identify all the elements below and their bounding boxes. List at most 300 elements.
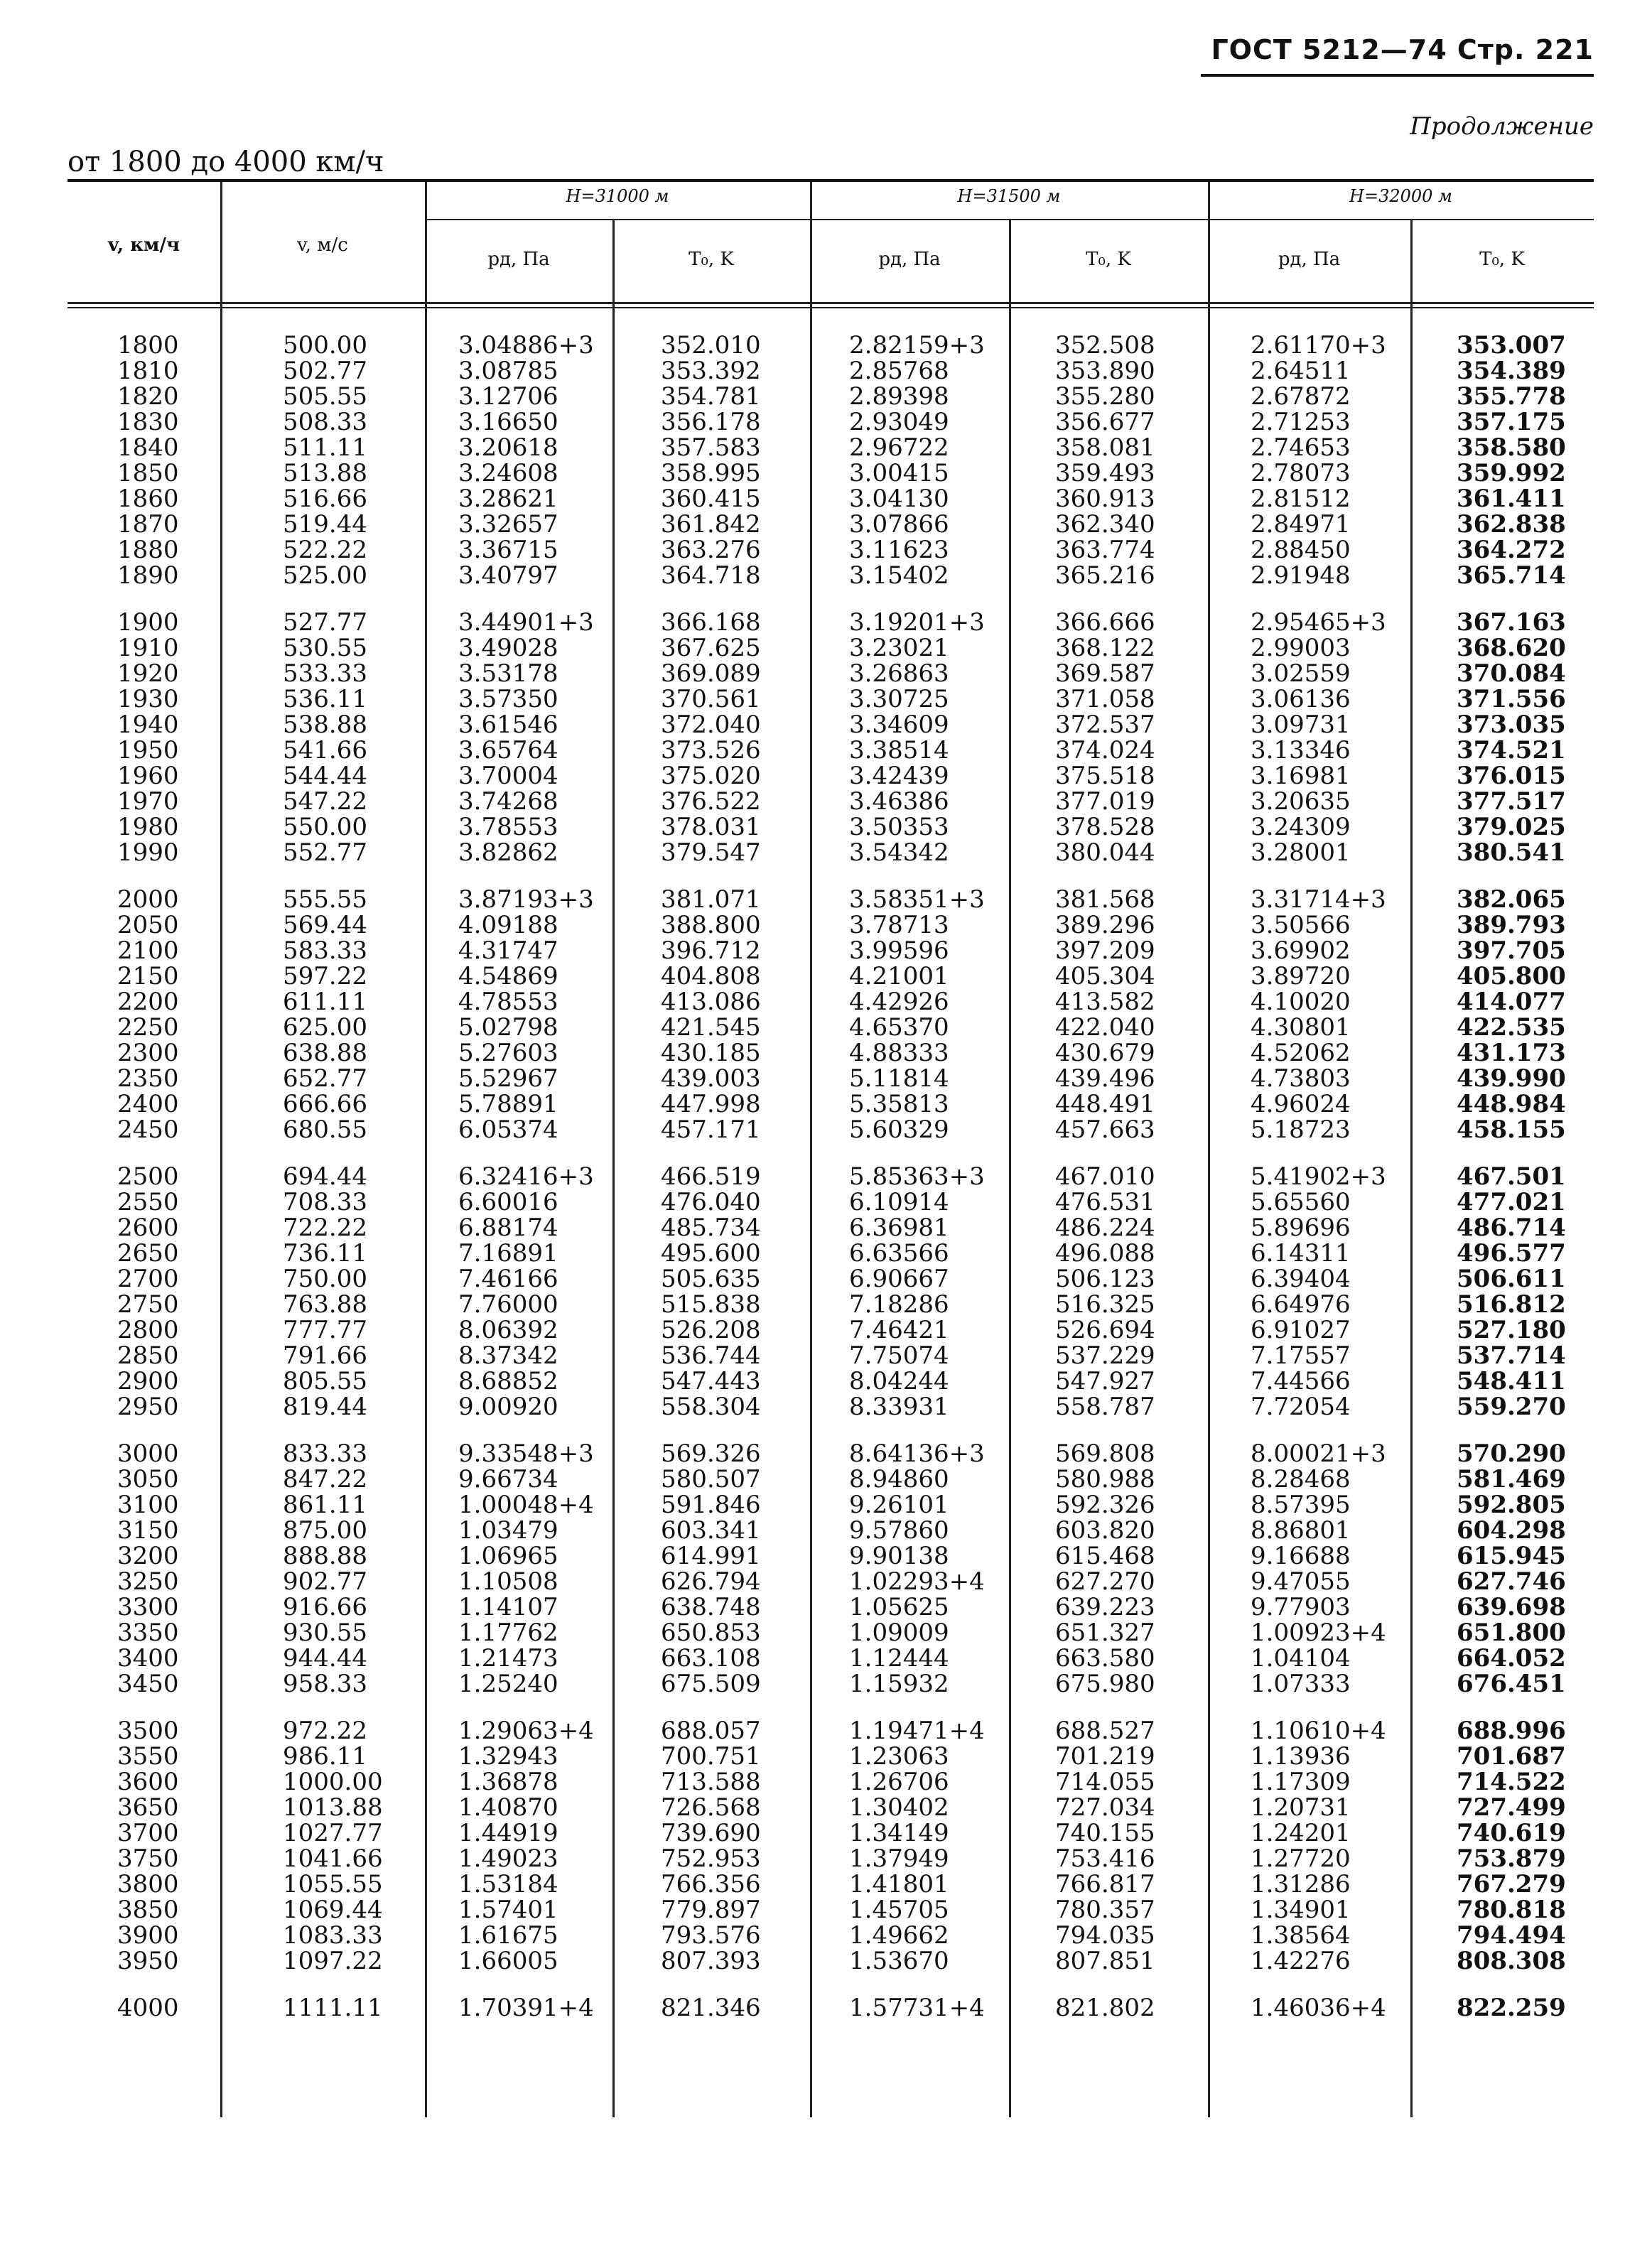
table-cell: 544.44 <box>283 762 367 790</box>
table-cell: 2.67872 <box>1251 382 1351 411</box>
table-cell: 664.052 <box>1457 1644 1566 1673</box>
table-cell: 2.99003 <box>1251 634 1351 662</box>
column-divider <box>810 182 812 2117</box>
table-cell: 1950 <box>117 736 179 765</box>
table-cell: 530.55 <box>283 634 367 662</box>
table-cell: 516.812 <box>1457 1290 1566 1319</box>
table-cell: 791.66 <box>283 1341 367 1370</box>
table-cell: 4.52062 <box>1251 1039 1351 1067</box>
table-cell: 1.17762 <box>458 1619 558 1647</box>
table-cell: 1.15932 <box>849 1670 949 1698</box>
table-cell: 448.984 <box>1457 1090 1566 1118</box>
table-cell: 821.346 <box>661 1994 761 2022</box>
column-header: v, м/с <box>297 234 348 256</box>
table-cell: 353.392 <box>661 357 761 385</box>
table-cell: 726.568 <box>661 1793 761 1822</box>
column-divider <box>1410 220 1413 2117</box>
column-divider <box>425 182 427 2117</box>
table-cell: 1.38564 <box>1251 1921 1351 1950</box>
table-cell: 8.86801 <box>1251 1516 1351 1545</box>
table-cell: 369.587 <box>1055 659 1155 688</box>
table-cell: 986.11 <box>283 1742 367 1771</box>
table-cell: 6.39404 <box>1251 1265 1351 1293</box>
table-cell: 569.808 <box>1055 1439 1155 1468</box>
table-cell: 833.33 <box>283 1439 367 1468</box>
table-cell: 3600 <box>117 1768 179 1796</box>
altitude-group-header: H=31000 м <box>566 186 669 206</box>
table-cell: 5.02798 <box>458 1013 558 1042</box>
table-cell: 930.55 <box>283 1619 367 1647</box>
table-cell: 2800 <box>117 1316 179 1344</box>
table-cell: 506.611 <box>1457 1265 1566 1293</box>
table-cell: 6.91027 <box>1251 1316 1351 1344</box>
table-cell: 376.015 <box>1457 762 1566 790</box>
table-cell: 3250 <box>117 1567 179 1596</box>
table-cell: 780.818 <box>1457 1896 1566 1924</box>
table-cell: 486.714 <box>1457 1214 1566 1242</box>
table-cell: 404.808 <box>661 962 761 990</box>
table-cell: 364.272 <box>1457 536 1566 564</box>
table-cell: 7.16891 <box>458 1239 558 1268</box>
table-cell: 3400 <box>117 1644 179 1673</box>
table-cell: 485.734 <box>661 1214 761 1242</box>
column-divider <box>1208 182 1210 2117</box>
table-cell: 413.582 <box>1055 988 1155 1016</box>
table-cell: 5.85363+3 <box>849 1162 985 1191</box>
table-cell: 3.34609 <box>849 711 949 739</box>
table-cell: 2000 <box>117 885 179 914</box>
table-cell: 367.163 <box>1457 608 1566 637</box>
table-cell: 4.31747 <box>458 936 558 965</box>
table-cell: 3350 <box>117 1619 179 1647</box>
table-cell: 1041.66 <box>283 1844 383 1873</box>
table-cell: 1.26706 <box>849 1768 949 1796</box>
table-cell: 1900 <box>117 608 179 637</box>
table-cell: 5.18723 <box>1251 1116 1351 1144</box>
table-cell: 389.793 <box>1457 911 1566 939</box>
table-cell: 2.91948 <box>1251 561 1351 590</box>
table-cell: 4000 <box>117 1994 179 2022</box>
table-cell: 1960 <box>117 762 179 790</box>
table-cell: 382.065 <box>1457 885 1566 914</box>
table-cell: 552.77 <box>283 838 367 867</box>
table-cell: 3.15402 <box>849 561 949 590</box>
table-cell: 6.14311 <box>1251 1239 1351 1268</box>
table-cell: 1.05625 <box>849 1593 949 1621</box>
table-cell: 3.44901+3 <box>458 608 594 637</box>
table-cell: 753.416 <box>1055 1844 1155 1873</box>
table-cell: 4.30801 <box>1251 1013 1351 1042</box>
table-cell: 688.527 <box>1055 1717 1155 1745</box>
table-cell: 550.00 <box>283 813 367 841</box>
table-cell: 1.03479 <box>458 1516 558 1545</box>
table-cell: 359.493 <box>1055 459 1155 487</box>
table-cell: 615.945 <box>1457 1542 1566 1570</box>
table-cell: 536.744 <box>661 1341 761 1370</box>
table-cell: 477.021 <box>1457 1188 1566 1216</box>
table-cell: 527.77 <box>283 608 367 637</box>
table-cell: 389.296 <box>1055 911 1155 939</box>
table-cell: 793.576 <box>661 1921 761 1950</box>
table-cell: 352.508 <box>1055 331 1155 360</box>
table-cell: 1.49023 <box>458 1844 558 1873</box>
table-cell: 1083.33 <box>283 1921 383 1950</box>
table-cell: 541.66 <box>283 736 367 765</box>
table-cell: 537.714 <box>1457 1341 1566 1370</box>
table-cell: 3.87193+3 <box>458 885 594 914</box>
table-cell: 2050 <box>117 911 179 939</box>
table-cell: 3.70004 <box>458 762 558 790</box>
table-cell: 7.44566 <box>1251 1367 1351 1395</box>
table-cell: 2.71253 <box>1251 408 1351 436</box>
table-cell: 3.30725 <box>849 685 949 713</box>
table-cell: 356.178 <box>661 408 761 436</box>
table-cell: 547.22 <box>283 787 367 816</box>
table-cell: 807.393 <box>661 1947 761 1975</box>
table-cell: 1.53184 <box>458 1870 558 1898</box>
table-cell: 1.04104 <box>1251 1644 1351 1673</box>
table-cell: 3.53178 <box>458 659 558 688</box>
table-cell: 366.666 <box>1055 608 1155 637</box>
column-divider <box>1009 220 1011 2117</box>
table-cell: 750.00 <box>283 1265 367 1293</box>
table-cell: 611.11 <box>283 988 367 1016</box>
table-cell: 1.20731 <box>1251 1793 1351 1822</box>
table-cell: 626.794 <box>661 1567 761 1596</box>
table-cell: 8.94860 <box>849 1465 949 1493</box>
table-cell: 822.259 <box>1457 1994 1566 2022</box>
table-cell: 2.78073 <box>1251 459 1351 487</box>
table-cell: 8.06392 <box>458 1316 558 1344</box>
table-cell: 5.27603 <box>458 1039 558 1067</box>
column-divider <box>220 182 222 2117</box>
table-cell: 3850 <box>117 1896 179 1924</box>
table-cell: 373.035 <box>1457 711 1566 739</box>
table-cell: 675.980 <box>1055 1670 1155 1698</box>
table-cell: 356.677 <box>1055 408 1155 436</box>
table-cell: 753.879 <box>1457 1844 1566 1873</box>
table-cell: 1860 <box>117 485 179 513</box>
table-cell: 3.58351+3 <box>849 885 985 914</box>
table-cell: 1.66005 <box>458 1947 558 1975</box>
table-cell: 5.89696 <box>1251 1214 1351 1242</box>
table-cell: 3.12706 <box>458 382 558 411</box>
table-cell: 1940 <box>117 711 179 739</box>
table-cell: 1.45705 <box>849 1896 949 1924</box>
table-cell: 536.11 <box>283 685 367 713</box>
table-cell: 6.05374 <box>458 1116 558 1144</box>
table-cell: 467.501 <box>1457 1162 1566 1191</box>
table-cell: 3.16650 <box>458 408 558 436</box>
table-cell: 1890 <box>117 561 179 590</box>
table-cell: 777.77 <box>283 1316 367 1344</box>
table-cell: 1.32943 <box>458 1742 558 1771</box>
table-cell: 708.33 <box>283 1188 367 1216</box>
table-cell: 581.469 <box>1457 1465 1566 1493</box>
table-cell: 722.22 <box>283 1214 367 1242</box>
table-cell: 396.712 <box>661 936 761 965</box>
table-cell: 372.040 <box>661 711 761 739</box>
table-cell: 2.96722 <box>849 433 949 462</box>
table-cell: 6.88174 <box>458 1214 558 1242</box>
table-cell: 7.76000 <box>458 1290 558 1319</box>
table-cell: 680.55 <box>283 1116 367 1144</box>
table-cell: 4.65370 <box>849 1013 949 1042</box>
table-cell: 3.00415 <box>849 459 949 487</box>
table-cell: 355.778 <box>1457 382 1566 411</box>
table-cell: 2.64511 <box>1251 357 1351 385</box>
table-cell: 1930 <box>117 685 179 713</box>
table-cell: 3.82862 <box>458 838 558 867</box>
table-cell: 4.78553 <box>458 988 558 1016</box>
table-cell: 3.42439 <box>849 762 949 790</box>
table-cell: 1.06965 <box>458 1542 558 1570</box>
column-header: pд, Па <box>1278 249 1341 270</box>
table-cell: 496.088 <box>1055 1239 1155 1268</box>
table-cell: 3.04130 <box>849 485 949 513</box>
table-cell: 3.02559 <box>1251 659 1351 688</box>
table-cell: 495.600 <box>661 1239 761 1268</box>
table-cell: 353.007 <box>1457 331 1566 360</box>
table-cell: 6.10914 <box>849 1188 949 1216</box>
column-header-rule <box>68 302 1594 304</box>
column-header: pд, Па <box>878 249 941 270</box>
table-cell: 5.78891 <box>458 1090 558 1118</box>
table-cell: 4.21001 <box>849 962 949 990</box>
table-cell: 1800 <box>117 331 179 360</box>
table-cell: 916.66 <box>283 1593 367 1621</box>
table-cell: 583.33 <box>283 936 367 965</box>
table-cell: 1.46036+4 <box>1251 1994 1386 2022</box>
table-cell: 2.81512 <box>1251 485 1351 513</box>
table-cell: 597.22 <box>283 962 367 990</box>
table-cell: 525.00 <box>283 561 367 590</box>
table-cell: 701.687 <box>1457 1742 1566 1771</box>
table-cell: 1910 <box>117 634 179 662</box>
table-cell: 7.46166 <box>458 1265 558 1293</box>
table-cell: 9.47055 <box>1251 1567 1351 1596</box>
table-cell: 1.70391+4 <box>458 1994 594 2022</box>
column-header: T₀, K <box>1086 249 1131 270</box>
table-cell: 458.155 <box>1457 1116 1566 1144</box>
table-cell: 1880 <box>117 536 179 564</box>
table-cell: 431.173 <box>1457 1039 1566 1067</box>
table-cell: 4.73803 <box>1251 1064 1351 1093</box>
table-cell: 467.010 <box>1055 1162 1155 1191</box>
table-cell: 476.531 <box>1055 1188 1155 1216</box>
table-cell: 505.55 <box>283 382 367 411</box>
table-cell: 766.356 <box>661 1870 761 1898</box>
table-cell: 527.180 <box>1457 1316 1566 1344</box>
table-cell: 5.65560 <box>1251 1188 1351 1216</box>
table-cell: 1.21473 <box>458 1644 558 1673</box>
table-cell: 368.620 <box>1457 634 1566 662</box>
table-cell: 3300 <box>117 1593 179 1621</box>
table-cell: 1.61675 <box>458 1921 558 1950</box>
table-cell: 688.996 <box>1457 1717 1566 1745</box>
table-cell: 794.494 <box>1457 1921 1566 1950</box>
table-cell: 9.66734 <box>458 1465 558 1493</box>
table-cell: 8.04244 <box>849 1367 949 1395</box>
table-cell: 3.11623 <box>849 536 949 564</box>
table-cell: 516.66 <box>283 485 367 513</box>
table-cell: 651.327 <box>1055 1619 1155 1647</box>
table-cell: 9.00920 <box>458 1393 558 1421</box>
table-cell: 821.802 <box>1055 1994 1155 2022</box>
table-cell: 3550 <box>117 1742 179 1771</box>
table-cell: 388.800 <box>661 911 761 939</box>
table-cell: 8.37342 <box>458 1341 558 1370</box>
table-cell: 1.41801 <box>849 1870 949 1898</box>
table-cell: 580.988 <box>1055 1465 1155 1493</box>
table-cell: 2650 <box>117 1239 179 1268</box>
table-cell: 397.705 <box>1457 936 1566 965</box>
table-cell: 8.64136+3 <box>849 1439 985 1468</box>
table-cell: 3.89720 <box>1251 962 1351 990</box>
table-cell: 2.74653 <box>1251 433 1351 462</box>
table-cell: 807.851 <box>1055 1947 1155 1975</box>
table-cell: 466.519 <box>661 1162 761 1191</box>
table-cell: 3.24608 <box>458 459 558 487</box>
table-cell: 805.55 <box>283 1367 367 1395</box>
table-cell: 522.22 <box>283 536 367 564</box>
table-cell: 1.10610+4 <box>1251 1717 1386 1745</box>
table-cell: 3.28001 <box>1251 838 1351 867</box>
table-cell: 355.280 <box>1055 382 1155 411</box>
table-cell: 1820 <box>117 382 179 411</box>
table-cell: 8.57395 <box>1251 1491 1351 1519</box>
page-header-title: ГОСТ 5212—74 Стр. 221 <box>1211 34 1594 65</box>
table-cell: 3.78713 <box>849 911 949 939</box>
table-cell: 3.24309 <box>1251 813 1351 841</box>
table-cell: 2.82159+3 <box>849 331 985 360</box>
table-cell: 352.010 <box>661 331 761 360</box>
table-cell: 1097.22 <box>283 1947 383 1975</box>
table-cell: 627.270 <box>1055 1567 1155 1596</box>
table-cell: 639.223 <box>1055 1593 1155 1621</box>
table-cell: 397.209 <box>1055 936 1155 965</box>
table-cell: 847.22 <box>283 1465 367 1493</box>
table-cell: 502.77 <box>283 357 367 385</box>
table-cell: 1.37949 <box>849 1844 949 1873</box>
table-cell: 2950 <box>117 1393 179 1421</box>
table-cell: 555.55 <box>283 885 367 914</box>
table-cell: 361.411 <box>1457 485 1566 513</box>
table-cell: 3.16981 <box>1251 762 1351 790</box>
table-cell: 375.020 <box>661 762 761 790</box>
table-cell: 421.545 <box>661 1013 761 1042</box>
table-cell: 8.00021+3 <box>1251 1439 1386 1468</box>
column-header: v, км/ч <box>108 234 180 256</box>
column-header-rule-2 <box>68 307 1594 308</box>
table-cell: 2600 <box>117 1214 179 1242</box>
table-cell: 2200 <box>117 988 179 1016</box>
column-header: pд, Па <box>487 249 550 270</box>
table-cell: 9.90138 <box>849 1542 949 1570</box>
table-cell: 3650 <box>117 1793 179 1822</box>
table-cell: 1.19471+4 <box>849 1717 985 1745</box>
table-cell: 364.718 <box>661 561 761 590</box>
table-cell: 500.00 <box>283 331 367 360</box>
table-cell: 9.77903 <box>1251 1593 1351 1621</box>
table-cell: 675.509 <box>661 1670 761 1698</box>
table-cell: 6.64976 <box>1251 1290 1351 1319</box>
table-cell: 362.838 <box>1457 510 1566 539</box>
table-cell: 1.10508 <box>458 1567 558 1596</box>
table-cell: 739.690 <box>661 1819 761 1847</box>
table-cell: 3.26863 <box>849 659 949 688</box>
table-cell: 1.17309 <box>1251 1768 1351 1796</box>
table-cell: 6.63566 <box>849 1239 949 1268</box>
table-cell: 1830 <box>117 408 179 436</box>
table-cell: 379.025 <box>1457 813 1566 841</box>
table-cell: 763.88 <box>283 1290 367 1319</box>
table-cell: 367.625 <box>661 634 761 662</box>
table-cell: 1000.00 <box>283 1768 383 1796</box>
table-cell: 592.326 <box>1055 1491 1155 1519</box>
table-cell: 2400 <box>117 1090 179 1118</box>
table-cell: 1.34901 <box>1251 1896 1351 1924</box>
table-cell: 377.019 <box>1055 787 1155 816</box>
table-cell: 808.308 <box>1457 1947 1566 1975</box>
table-cell: 5.35813 <box>849 1090 949 1118</box>
table-cell: 422.040 <box>1055 1013 1155 1042</box>
table-cell: 1055.55 <box>283 1870 383 1898</box>
table-cell: 663.580 <box>1055 1644 1155 1673</box>
table-cell: 357.175 <box>1457 408 1566 436</box>
table-top-rule <box>68 179 1594 182</box>
table-cell: 1.49662 <box>849 1921 949 1950</box>
table-cell: 1.44919 <box>458 1819 558 1847</box>
table-cell: 5.11814 <box>849 1064 949 1093</box>
table-cell: 513.88 <box>283 459 367 487</box>
table-cell: 3.36715 <box>458 536 558 564</box>
table-cell: 3.74268 <box>458 787 558 816</box>
table-cell: 603.820 <box>1055 1516 1155 1545</box>
table-cell: 1027.77 <box>283 1819 383 1847</box>
table-cell: 447.998 <box>661 1090 761 1118</box>
table-cell: 537.229 <box>1055 1341 1155 1370</box>
table-cell: 666.66 <box>283 1090 367 1118</box>
table-cell: 8.28468 <box>1251 1465 1351 1493</box>
table-cell: 3.19201+3 <box>849 608 985 637</box>
table-cell: 3450 <box>117 1670 179 1698</box>
table-cell: 368.122 <box>1055 634 1155 662</box>
table-cell: 430.185 <box>661 1039 761 1067</box>
table-cell: 604.298 <box>1457 1516 1566 1545</box>
table-cell: 740.619 <box>1457 1819 1566 1847</box>
table-cell: 727.499 <box>1457 1793 1566 1822</box>
table-cell: 508.33 <box>283 408 367 436</box>
table-cell: 430.679 <box>1055 1039 1155 1067</box>
table-cell: 614.991 <box>661 1542 761 1570</box>
table-cell: 3750 <box>117 1844 179 1873</box>
table-cell: 371.556 <box>1457 685 1566 713</box>
table-cell: 3.50566 <box>1251 911 1351 939</box>
table-cell: 3900 <box>117 1921 179 1950</box>
table-cell: 972.22 <box>283 1717 367 1745</box>
table-cell: 580.507 <box>661 1465 761 1493</box>
table-cell: 369.089 <box>661 659 761 688</box>
table-cell: 354.389 <box>1457 357 1566 385</box>
table-cell: 371.058 <box>1055 685 1155 713</box>
table-cell: 3.07866 <box>849 510 949 539</box>
table-cell: 361.842 <box>661 510 761 539</box>
table-cell: 3.46386 <box>849 787 949 816</box>
continuation-label: Продолжение <box>1410 112 1594 141</box>
table-cell: 7.46421 <box>849 1316 949 1344</box>
table-cell: 2700 <box>117 1265 179 1293</box>
